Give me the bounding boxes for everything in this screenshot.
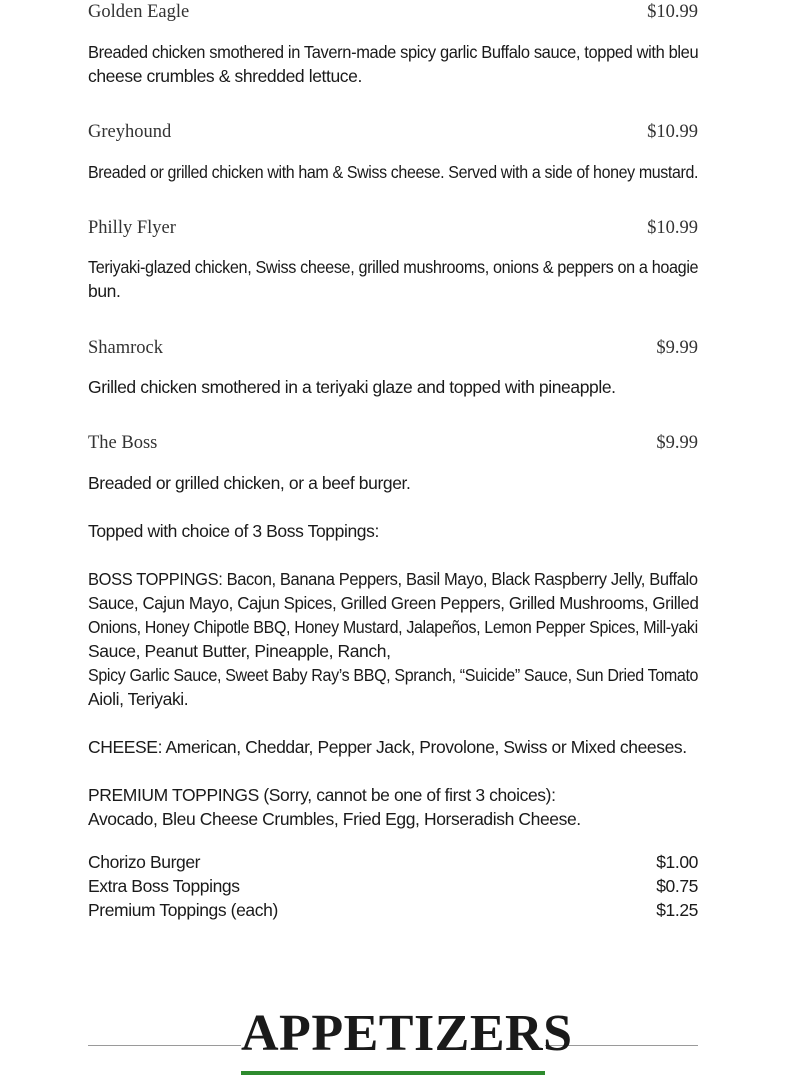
description-line: Breaded or grilled chicken with ham & Swiss cheese. Served with a side of honey mustard.: [88, 162, 699, 182]
section-title-appetizers: APPETIZERS: [241, 1003, 545, 1073]
boss-toppings: [88, 567, 698, 711]
item-description: [88, 255, 698, 303]
item-price: $10.99: [647, 122, 698, 142]
item-name: Shamrock: [88, 338, 164, 358]
description-line: Breaded or grilled chicken, or a beef burger.: [88, 473, 411, 493]
description-line: Teriyaki-glazed chicken, Swiss cheese, grilled mushrooms, onions & peppers on a hoagie: [88, 257, 699, 277]
boss-intro: Topped with choice of 3 Boss Toppings:: [88, 521, 379, 541]
menu-item-philly-flyer: [88, 216, 698, 240]
extra-label: Premium Toppings (each): [88, 900, 278, 920]
description-line: Grilled chicken smothered in a teriyaki glaze and topped with pineapple.: [88, 377, 616, 397]
extra-price: $1.25: [656, 900, 698, 920]
premium-heading: PREMIUM TOPPINGS (Sorry, cannot be one of first 3 choices):: [88, 785, 556, 805]
extra-price: $0.75: [656, 876, 698, 896]
item-price: $10.99: [647, 2, 698, 22]
toppings-line: Spicy Garlic Sauce, Sweet Baby Ray’s BBQ, Spranch, “Suicide” Sauce, Sun Dried Tomato: [88, 665, 699, 685]
description-line: Breaded chicken smothered in Tavern-made spicy garlic Buffalo sauce, topped with bleu: [88, 42, 699, 62]
section-title-underline: [241, 1071, 545, 1075]
extra-price: $1.00: [656, 852, 698, 872]
menu-item-greyhound: [88, 120, 698, 144]
extra-label: Chorizo Burger: [88, 852, 201, 872]
item-description: [88, 471, 698, 495]
toppings-line: Aioli, Teriyaki.: [88, 689, 189, 709]
extra-premium-toppings: [88, 898, 698, 922]
premium-toppings: [88, 783, 698, 831]
extra-chorizo-burger: [88, 850, 698, 874]
menu-item-shamrock: [88, 336, 698, 360]
extra-label: Extra Boss Toppings: [88, 876, 240, 896]
item-price: $10.99: [647, 218, 698, 238]
toppings-line: BOSS TOPPINGS: Bacon, Banana Peppers, Basil Mayo, Black Raspberry Jelly, Buffalo: [88, 569, 698, 589]
extra-boss-toppings: [88, 874, 698, 898]
item-price: $9.99: [656, 338, 698, 358]
item-description: [88, 375, 698, 399]
premium-list: Avocado, Bleu Cheese Crumbles, Fried Egg, Horseradish Cheese.: [88, 809, 581, 829]
item-description: [88, 40, 698, 88]
item-name: Philly Flyer: [88, 218, 176, 238]
item-name: The Boss: [88, 433, 158, 453]
item-description: [88, 160, 698, 184]
description-line: cheese crumbles & shredded lettuce.: [88, 66, 362, 86]
toppings-line: Onions, Honey Chipotle BBQ, Honey Mustard, Jalapeños, Lemon Pepper Spices, Mill-yaki: [88, 617, 698, 637]
toppings-line: Sauce, Cajun Mayo, Cajun Spices, Grilled Green Peppers, Grilled Mushrooms, Grilled: [88, 593, 699, 613]
item-price: $9.99: [656, 433, 698, 453]
toppings-line: Sauce, Peanut Butter, Pineapple, Ranch,: [88, 641, 391, 661]
menu-item-golden-eagle: [88, 0, 698, 24]
item-name: Golden Eagle: [88, 2, 190, 22]
cheese-options: CHEESE: American, Cheddar, Pepper Jack, Provolone, Swiss or Mixed cheeses.: [88, 737, 687, 757]
item-name: Greyhound: [88, 122, 172, 142]
menu-item-the-boss: [88, 431, 698, 455]
description-line: bun.: [88, 281, 121, 301]
